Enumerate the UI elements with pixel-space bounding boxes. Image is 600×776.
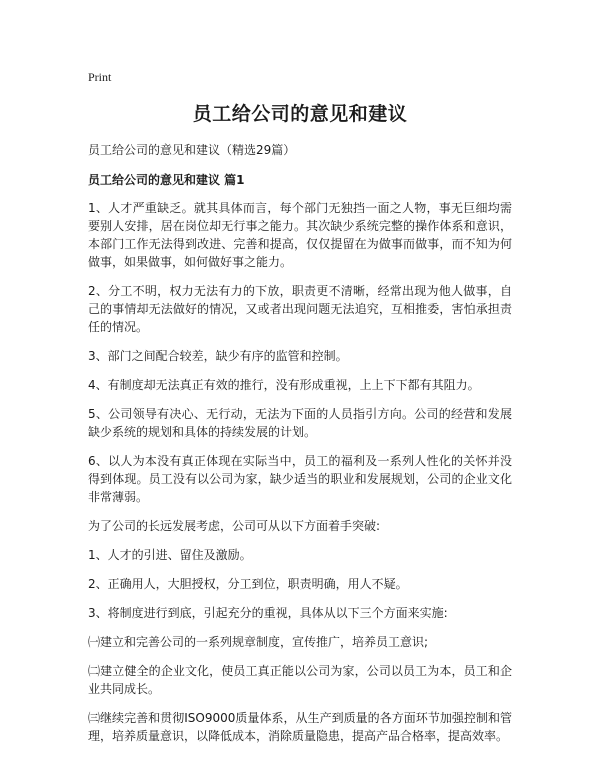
paragraph: ㈡建立健全的企业文化，使员工真正能以公司为家，公司以员工为本，员工和企业共同成长。 (88, 664, 512, 696)
paragraph: 1、人才的引进、留住及激励。 (88, 548, 252, 562)
paragraph: 3、部门之间配合较差，缺少有序的监管和控制。 (88, 349, 348, 363)
paragraph: 4、有制度却无法真正有效的推行，没有形成重视，上上下下都有其阻力。 (88, 378, 480, 392)
page-title: 员工给公司的意见和建议 (192, 103, 408, 125)
paragraph: ㈠建立和完善公司的一系列规章制度，宣传推广，培养员工意识; (88, 635, 429, 649)
document-subtitle: 员工给公司的意见和建议（精选29篇） (88, 143, 296, 157)
paragraph: 3、将制度进行到底，引起充分的重视，具体从以下三个方面来实施: (88, 606, 448, 620)
paragraph: 2、正确用人，大胆授权，分工到位，职责明确，用人不疑。 (88, 577, 408, 591)
paragraph: ㈢继续完善和贯彻ISO9000质量体系，从生产到质量的各方面环节加强控制和管理，培养质量意识，以降低成本，消除质量隐患，提高产品合格率，提高效率。 (88, 711, 512, 743)
paragraph: 6、以人为本没有真正体现在实际当中，员工的福利及一系列人性化的关怀并没得到体现。员工没有以公司为家，缺少适当的职业和发展规划，公司的企业文化非常薄弱。 (88, 454, 512, 504)
paragraph: 1、人才严重缺乏。就其具体而言，每个部门无独挡一面之人物，事无巨细均需要别人安排，居在岗位却无行事之能力。其次缺少系统完整的操作体系和意识，本部门工作无法得到改进、完善和提高，仅仅提留在为做事而做事，而不知为何做事，如果做事，如何做好事之能力。 (88, 201, 512, 269)
paragraph: 为了公司的长远发展考虑，公司可从以下方面着手突破: (88, 519, 381, 533)
document-body (88, 199, 512, 745)
paragraph: 2、分工不明，权力无法有力的下放，职责更不清晰，经常出现为他人做事，自己的事情却无法做好的情况，又或者出现问题无法追究，互相推委，害怕承担责任的情况。 (88, 284, 512, 334)
paragraph: 5、公司领导有决心、无行动，无法为下面的人员指引方向。公司的经营和发展缺少系统的规划和具体的持续发展的计划。 (88, 407, 512, 439)
section-heading: 员工给公司的意见和建议 篇1 (88, 173, 245, 187)
print-link[interactable]: Print (88, 70, 112, 84)
